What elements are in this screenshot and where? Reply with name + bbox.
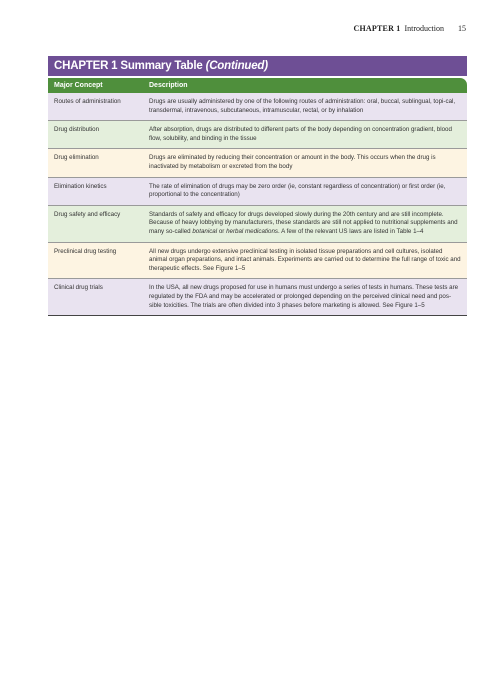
row-description: All new drugs undergo extensive preclinical testing in isolated tissue preparations and cell cultures, isolated animal organ preparations, and intact animals. Experiments are carried out to determine the full range of toxic and therapeutic effects. See Figure 1–5 [149,247,461,272]
description-italic-herbal: herbal medications [226,227,279,235]
table-title: CHAPTER 1 Summary Table [54,60,203,72]
header-major-concept: Major Concept [54,82,103,89]
table-row [48,206,467,243]
row-description: Drugs are usually administered by one of the following routes of administration: oral, buccal, sublingual, topi-cal, transdermal, intravenous, subcutaneous, intramuscular, rectal, or by inhalation [149,98,456,114]
row-description: After absorption, drugs are distributed to different parts of the body depending on concentration gradient, blood flow, solubility, and binding in the tissue [149,126,452,142]
row-concept: Elimination kinetics [54,182,107,190]
row-concept: Preclinical drug testing [54,247,117,255]
row-concept: Routes of administration [54,98,121,105]
row-description: In the USA, all new drugs proposed for use in humans must undergo a series of tests in humans. These tests are regulated by the FDA and may be accelerated or prolonged depending on the perceived clinical need and pos-sible toxicities. The trials are often divided into 3 phases before marketing is allowed. See Figure 1–5 [149,284,459,309]
header-description: Description [149,82,188,89]
description-italic-botanical: botanical [192,227,218,235]
running-head-section: Introduction [404,24,444,33]
table-header-row [48,78,467,93]
row-concept: Drug distribution [54,126,100,134]
description-text: or [217,227,227,235]
row-concept: Drug safety and efficacy [54,210,121,218]
row-description: The rate of elimination of drugs may be zero order (ie, constant regardless of concentration) or first order (ie, proportional to the concentration) [149,182,446,199]
summary-table [48,56,467,316]
table-title-bar [48,56,467,76]
description-text: . A few of the relevant US laws are listed in Table 1–4 [278,227,424,235]
table-row [48,243,467,280]
row-description: Drugs are eliminated by reducing their concentration or amount in the body. This occurs when the drug is inactivated by metabolism or excreted from the body [149,154,436,170]
table-row [48,149,467,177]
table-row [48,178,467,206]
row-description [143,211,467,237]
table-row [48,93,467,121]
running-head [354,24,466,33]
row-concept: Clinical drug trials [54,284,103,292]
row-concept: Drug elimination [54,154,99,162]
table-row [48,121,467,149]
table-title-suffix: (Continued) [205,60,268,72]
table-row [48,279,467,316]
running-head-chapter: CHAPTER 1 [353,24,401,33]
description-text: Standards of safety and efficacy for drugs developed slowly during the 20th century and are still incomplete. Because of heavy lobbying by manufacturers, these standards are still not applied to nutritional supplements and many so-called [149,210,458,235]
page-number: 15 [458,24,466,33]
